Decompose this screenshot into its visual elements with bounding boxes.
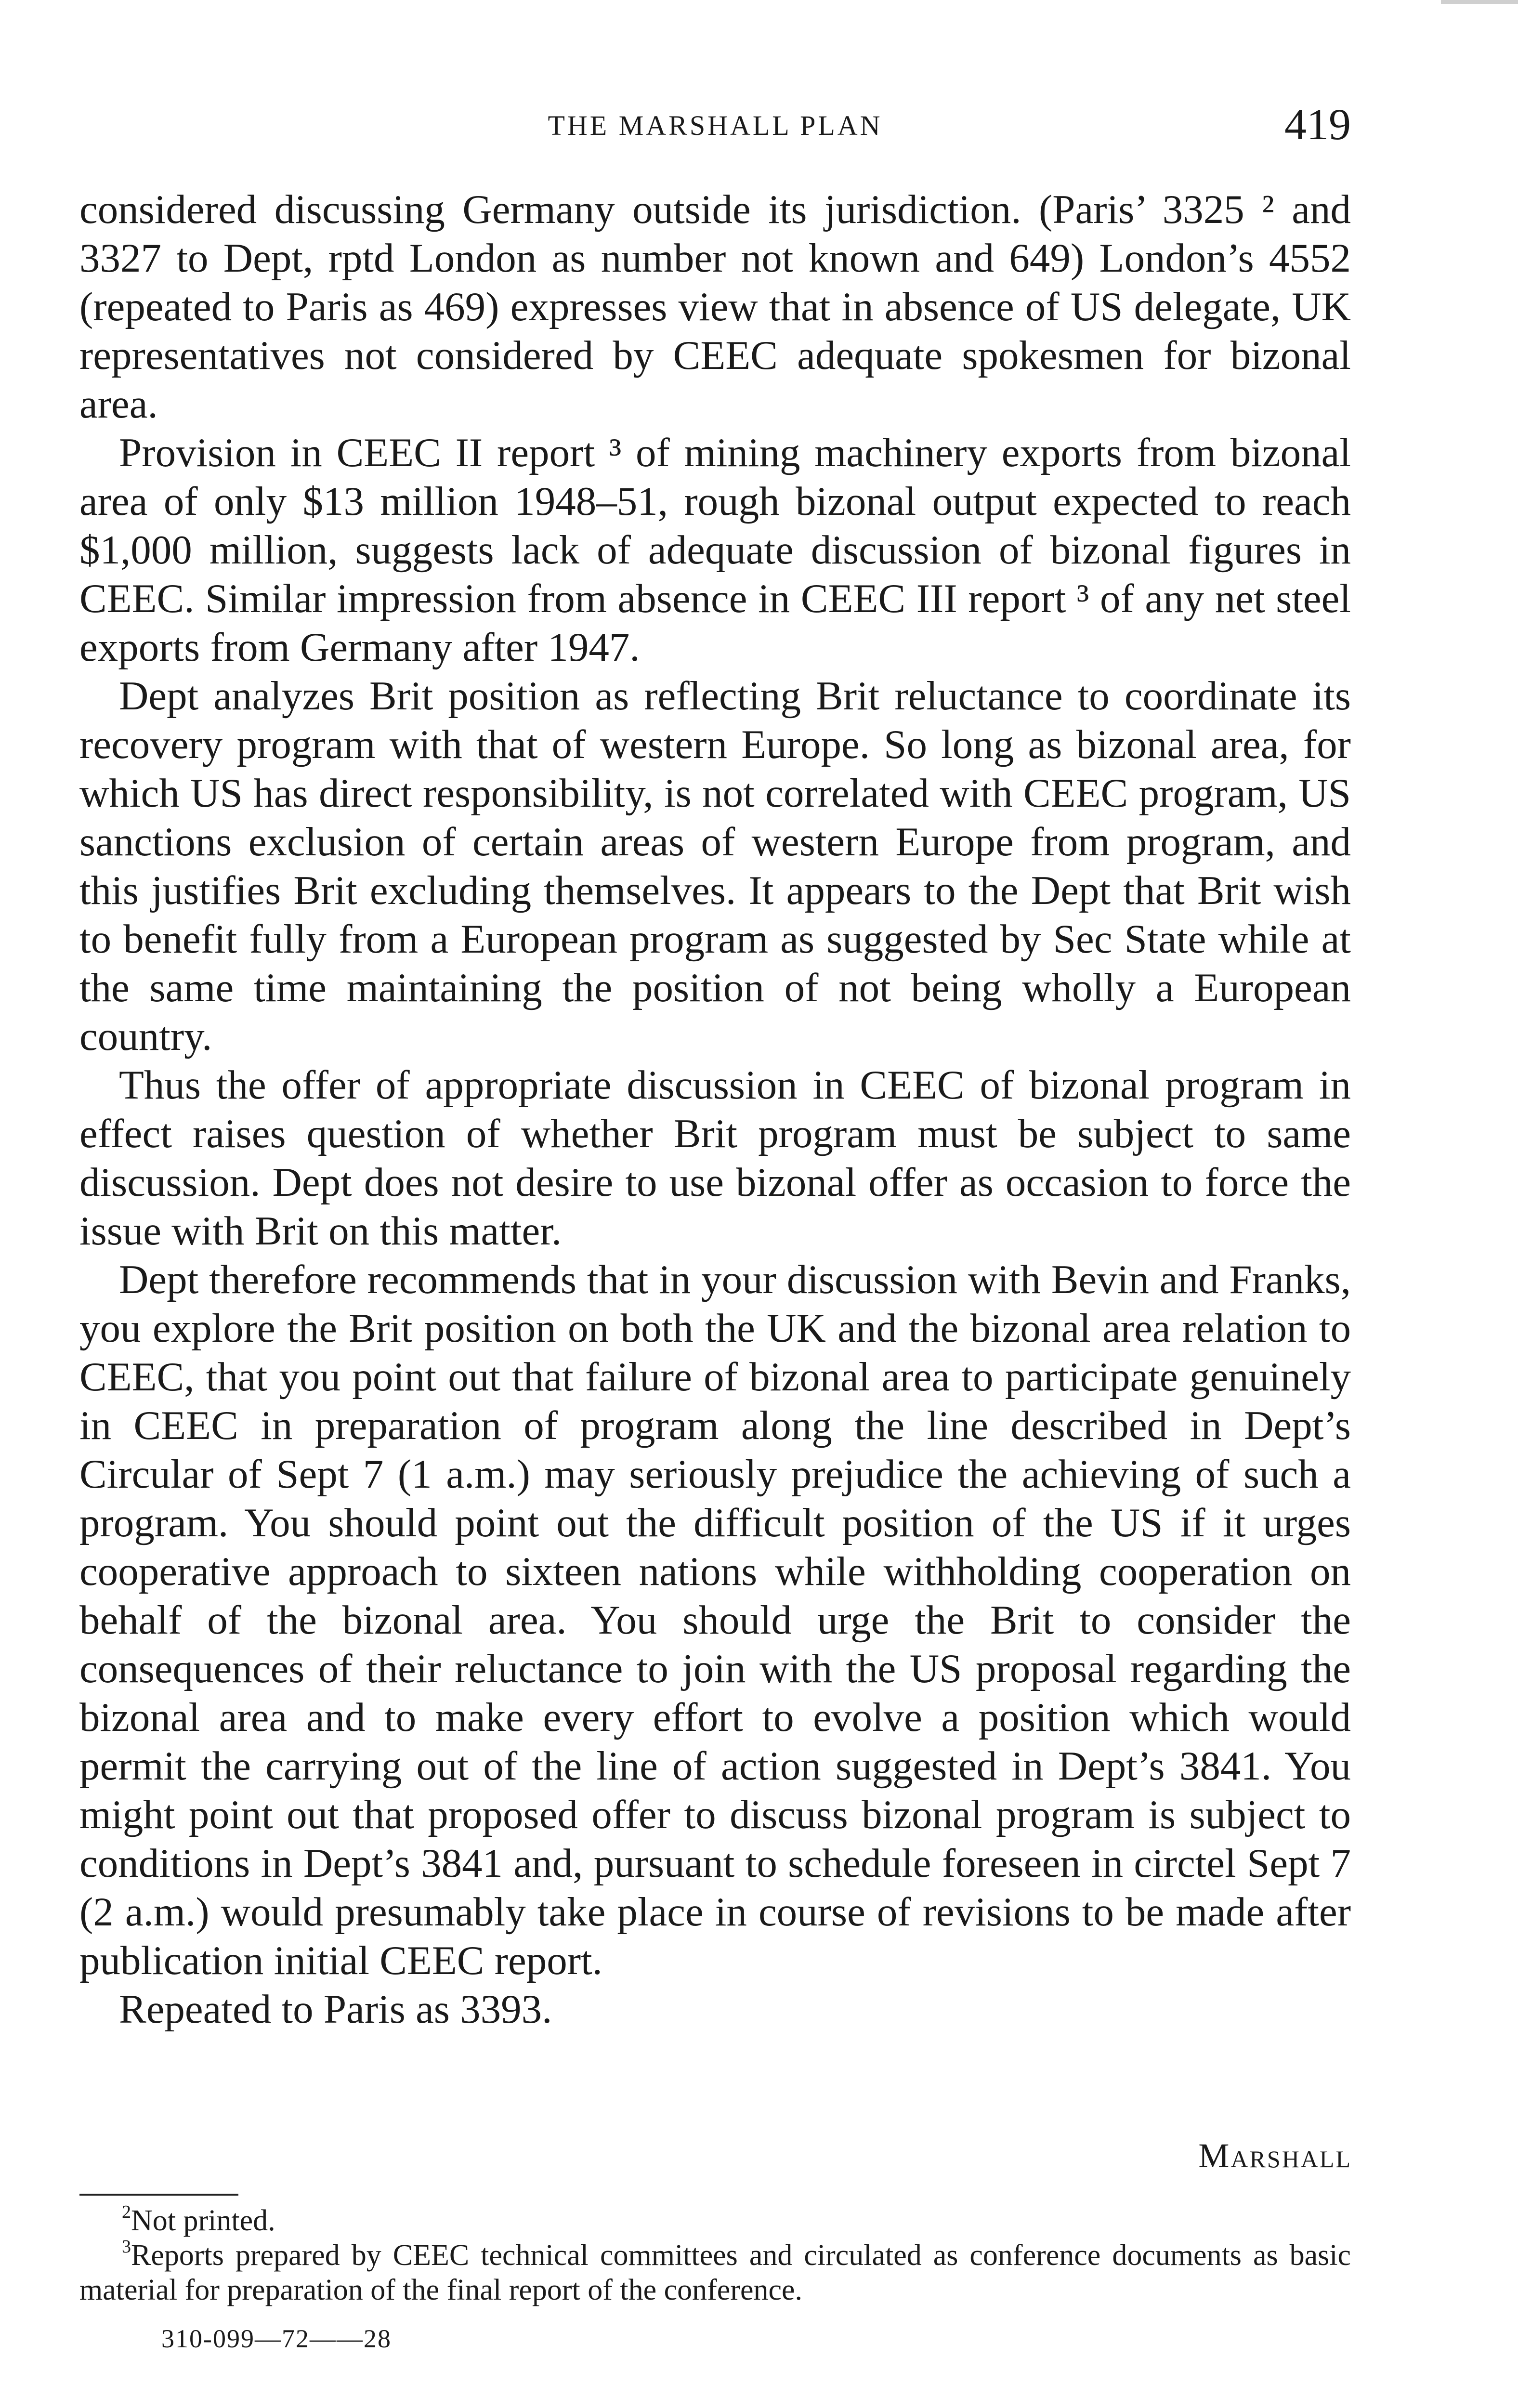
page-number: 419 [1284,100,1351,149]
footnote-rule [79,2194,238,2196]
footnote [79,2238,1351,2307]
page-header [79,99,1351,152]
paragraph-brit-position: Dept analyzes Brit position as reflecting Brit reluctance to coordinate its recovery program with that of western Europe. So long as bizonal area, for which US has direct responsibility, is not correlated with CEEC program, US sanctions exclusion of certain areas of western Europe from program, and this justifies Brit excluding themselves. It appears to the Dept that Brit wish to benefit fully from a European program as suggested by Sec State while at the same time maintaining the position of not being wholly a European country. [79,673,1351,1059]
body-text [79,185,1351,2034]
footnote-mark: 3 [122,2237,131,2257]
footnote-text: Not printed. [131,2204,275,2237]
footnote-mark: 2 [122,2202,131,2222]
print-code: 310-099—72——28 [161,2324,392,2353]
paragraph-recommendation: Dept therefore recommends that in your discussion with Bevin and Franks, you explore the Brit position on both the UK and the bizonal area relation to CEEC, that you point out that failure of bizonal area to participate genuinely in CEEC in preparation of program along the line described in Dept’s Circular of Sept 7 (1 a.m.) may seriously prejudice the achieving of such a program. You should point out the difficult position of the US if it urges cooperative approach to sixteen nations while withholding cooperation on behalf of the bizonal area. You should urge the Brit to consider the consequences of their reluctance to join with the US proposal regarding the bizonal area and to make every effort to evolve a position which would permit the carrying out of the line of action suggested in Dept’s 3841. You might point out that proposed offer to discuss bizonal program is subject to conditions in Dept’s 3841 and, pursuant to schedule foreseen in circtel Sept 7 (2 a.m.) would presumably take place in course of revisions to be made after publication initial CEEC report. [79,1257,1351,1983]
running-title: THE MARSHALL PLAN [548,110,883,141]
paragraph-repeated: Repeated to Paris as 3393. [119,1987,552,2032]
paragraph-ceec-reports: Provision in CEEC II report ³ of mining machinery exports from bizonal area of only $13 million 1948–51, rough bizonal output expected to reach $1,000 million, suggests lack of adequate discussion of bizonal figures in CEEC. Similar impression from absence in CEEC III report ³ of any net steel exports from Germany after 1947. [79,430,1351,670]
footnote-text: Reports prepared by CEEC technical committees and circulated as conference documents as basic material for preparation of the final report of the conference. [79,2239,1351,2306]
footnotes [79,2203,1351,2307]
paragraph-continued: considered discussing Germany outside its jurisdiction. (Paris’ 3325 ² and 3327 to Dept, rptd London as number not known and 649) London’s 4552 (repeated to Paris as 469) expresses view that in absence of US delegate, UK representatives not considered by CEEC adequate spokesmen for bizonal area. [79,187,1351,427]
footnote [79,2203,1351,2238]
page-edge-mark [1441,0,1518,4]
paragraph-bizonal-offer: Thus the offer of appropriate discussion in CEEC of bizonal program in effect raises question of whether Brit program must be subject to same discussion. Dept does not desire to use bizonal offer as occasion to force the issue with Brit on this matter. [79,1062,1351,1254]
signature: Marshall [1198,2136,1352,2175]
